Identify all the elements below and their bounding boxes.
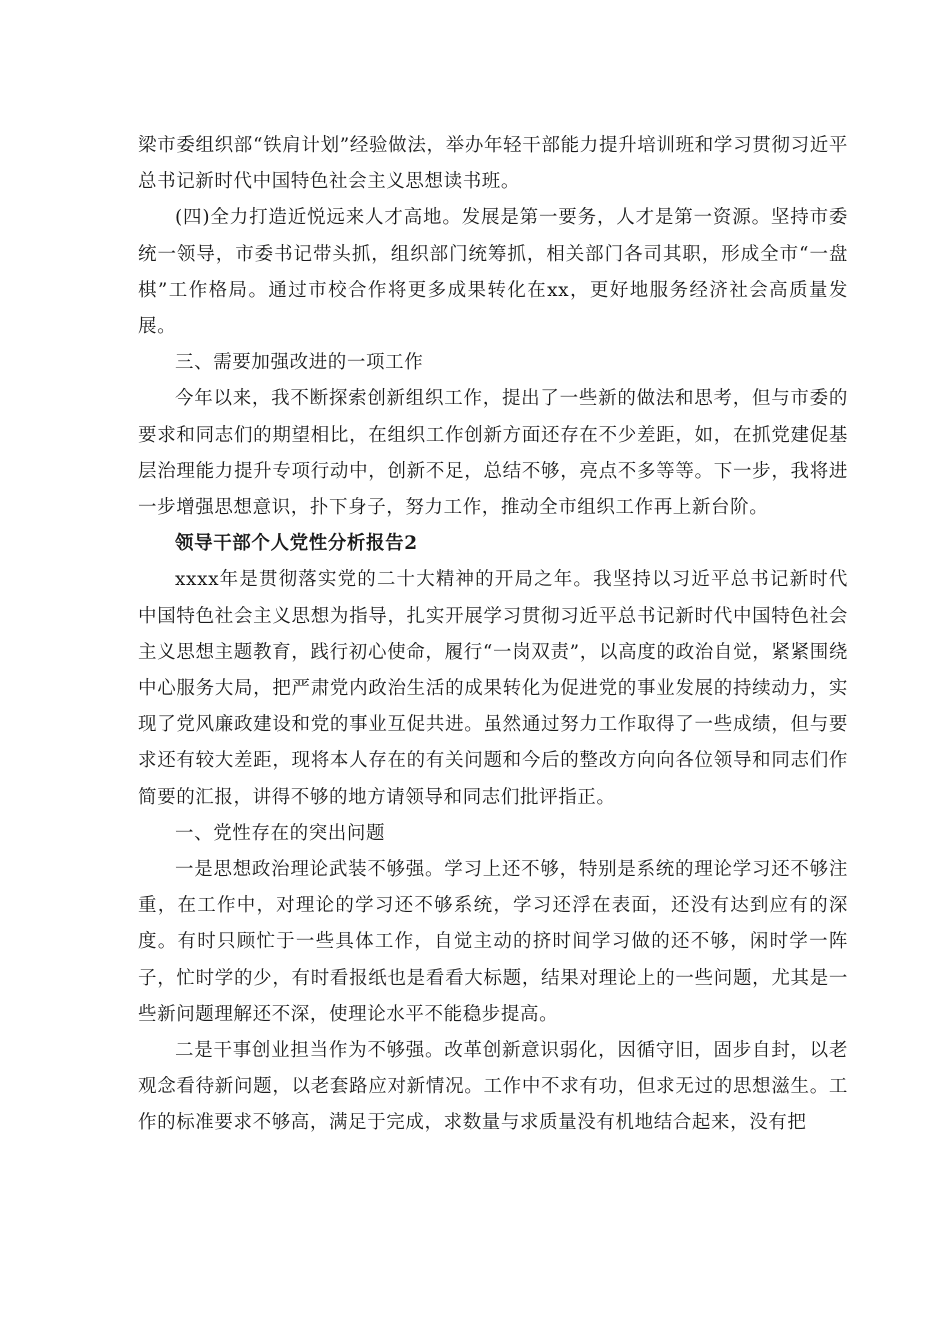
report-title: 领导干部个人党性分析报告2 <box>175 533 418 555</box>
paragraph-improvement: 今年以来，我不断探索创新组织工作，提出了一些新的做法和思考，但与市委的要求和同志们的期望相比，在组织工作创新方面还存在不少差距，如，在抓党建促基层治理能力提升专项行动中，创新不足，总结不够，亮点不多等等。下一步，我将进一步增强思想意识，扑下身子，努力工作，推动全市组织工作再上新台阶。 <box>138 388 848 519</box>
document-body <box>138 128 848 1142</box>
paragraph-talent-highland: (四)全力打造近悦远来人才高地。发展是第一要务，人才是第一资源。坚持市委统一领导，市委书记带头抓，组织部门统筹抓，相关部门各司其职，形成全市“一盘棋”工作格局。通过市校合作将更多成果转化在xx，更好地服务经济社会高质量发展。 <box>138 207 848 338</box>
paragraph-intro: xxxx年是贯彻落实党的二十大精神的开局之年。我坚持以习近平总书记新时代中国特色社会主义思想为指导，扎实开展学习贯彻习近平总书记新时代中国特色社会主义思想主题教育，践行初心使命，履行“一岗双责”，以高度的政治自觉，紧紧围绕中心服务大局，把严肃党内政治生活的成果转化为促进党的事业发展的持续动力，实现了党风廉政建设和党的事业互促共进。虽然通过努力工作取得了一些成绩，但与要求还有较大差距，现将本人存在的有关问题和今后的整改方向向各位领导和同志们作简要的汇报，讲得不够的地方请领导和同志们批评指正。 <box>138 569 848 808</box>
section-heading-problems: 一、党性存在的突出问题 <box>175 822 386 844</box>
paragraph-problem-one: 一是思想政治理论武装不够强。学习上还不够，特别是系统的理论学习还不够注重，在工作中，对理论的学习还不够系统，学习还浮在表面，还没有达到应有的深度。有时只顾忙于一些具体工作，自觉主动的挤时间学习做的还不够，闲时学一阵子，忙时学的少，有时看报纸也是看看大标题，结果对理论上的一些问题，尤其是一些新问题理解还不深，使理论水平不能稳步提高。 <box>138 859 848 1025</box>
section-heading-improvement: 三、需要加强改进的一项工作 <box>175 352 424 374</box>
paragraph-continuation: 梁市委组织部“铁肩计划”经验做法，举办年轻干部能力提升培训班和学习贯彻习近平总书记新时代中国特色社会主义思想读书班。 <box>138 135 848 193</box>
paragraph-problem-two: 二是干事创业担当作为不够强。改革创新意识弱化，因循守旧，固步自封，以老观念看待新问题，以老套路应对新情况。工作中不求有功，但求无过的思想滋生。工作的标准要求不够高，满足于完成，求数量与求质量没有机地结合起来，没有把 <box>138 1040 848 1134</box>
